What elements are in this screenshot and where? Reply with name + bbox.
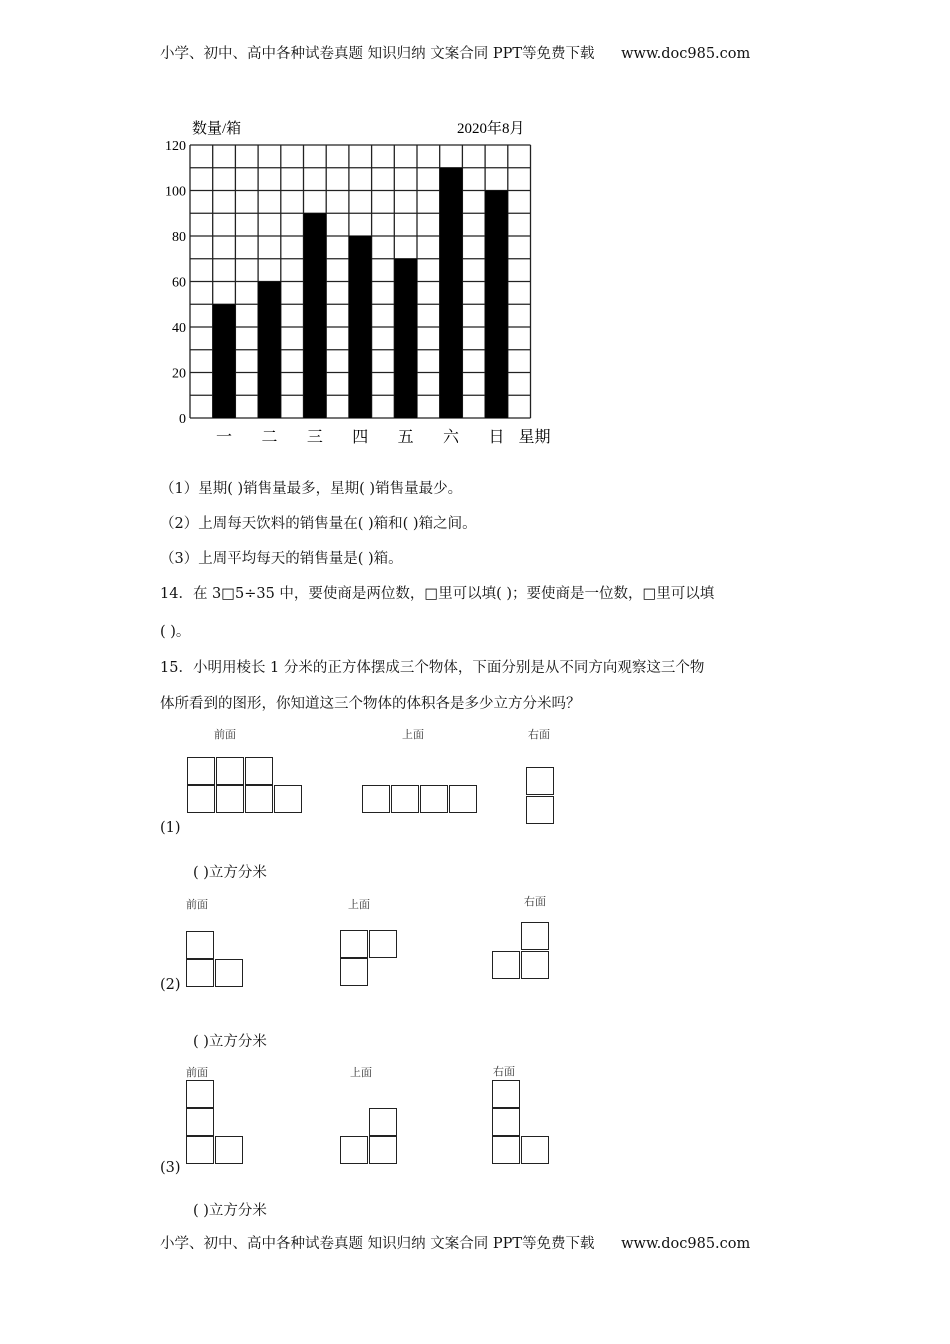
cube-square: [340, 958, 368, 986]
cube-square: [492, 1136, 520, 1164]
y-tick-label: 0: [179, 412, 186, 427]
y-tick-label: 60: [172, 275, 186, 291]
view-label-right: 右面: [524, 895, 546, 908]
header-text: 小学、初中、高中各种试卷真题 知识归纳 文案合同 PPT等免费下载: [160, 46, 595, 62]
x-tick-label: 六: [443, 429, 460, 446]
cube-square: [186, 959, 214, 987]
question-14-cont: ( )。: [160, 624, 191, 640]
view-label-top: 上面: [402, 728, 424, 741]
bar: [440, 168, 463, 418]
cube-square: [186, 931, 214, 959]
cube-square: [362, 785, 390, 813]
cube-square: [492, 1108, 520, 1136]
question-14: 14．在 3□5÷35 中，要使商是两位数，□里可以填( )；要使商是一位数，□里可以填: [160, 586, 715, 602]
y-axis-label: 数量/箱: [192, 121, 242, 137]
x-tick-label: 三: [306, 429, 323, 446]
question-15-cont: 体所看到的图形，你知道这三个物体的体积各是多少立方分米吗？: [160, 696, 581, 712]
chart-title: 2020年8月: [456, 121, 525, 137]
cube-square: [449, 785, 477, 813]
cube-square: [521, 1136, 549, 1164]
y-tick-label: 120: [165, 139, 186, 154]
answer-blank: ( )立方分米: [193, 865, 267, 881]
view-label-top: 上面: [348, 898, 370, 911]
page-header: [160, 42, 750, 63]
cube-square: [245, 785, 273, 813]
cube-square: [216, 785, 244, 813]
cube-square: [187, 785, 215, 813]
y-tick-label: 80: [172, 230, 186, 245]
bar: [485, 191, 508, 419]
cube-square: [526, 796, 554, 824]
cube-square: [216, 757, 244, 785]
part-label: (1): [160, 820, 181, 836]
question-13-1: （1）星期( )销售量最多，星期( )销售量最少。: [160, 481, 463, 497]
cube-square: [369, 1108, 397, 1136]
header-url[interactable]: www.doc985.com: [621, 46, 751, 62]
x-tick-label: 五: [397, 429, 414, 446]
cube-square: [340, 1136, 368, 1164]
cube-square: [526, 767, 554, 795]
bar: [213, 304, 236, 418]
cube-square: [369, 1136, 397, 1164]
question-15: 15．小明用棱长 1 分米的正方体摆成三个物体，下面分别是从不同方向观察这三个物: [160, 660, 705, 676]
x-tick-label: 二: [261, 429, 278, 446]
cube-square: [492, 951, 520, 979]
cube-square: [340, 930, 368, 958]
cube-square: [186, 1136, 214, 1164]
cube-square: [186, 1108, 214, 1136]
footer-text: 小学、初中、高中各种试卷真题 知识归纳 文案合同 PPT等免费下载: [160, 1236, 595, 1252]
cube-square: [215, 959, 243, 987]
bar: [394, 259, 417, 418]
question-13-3: （3）上周平均每天的销售量是( )箱。: [160, 551, 403, 567]
y-tick-label: 100: [165, 184, 186, 200]
cube-square: [215, 1136, 243, 1164]
y-tick-label: 20: [172, 366, 186, 382]
cube-square: [521, 951, 549, 979]
view-label-right: 右面: [493, 1065, 515, 1078]
view-label-right: 右面: [528, 728, 550, 741]
bar: [349, 236, 372, 418]
answer-blank: ( )立方分米: [193, 1034, 267, 1050]
view-label-top: 上面: [350, 1066, 372, 1079]
footer-url[interactable]: www.doc985.com: [621, 1236, 751, 1252]
view-label-front: 前面: [186, 898, 208, 911]
bar-chart: [150, 110, 570, 450]
cube-square: [492, 1080, 520, 1108]
cube-square: [187, 757, 215, 785]
x-tick-label: 四: [352, 429, 369, 446]
y-tick-label: 40: [172, 321, 186, 336]
x-axis-label: 星期: [518, 429, 551, 446]
part-label: (2): [160, 977, 181, 993]
bar: [258, 282, 281, 419]
view-label-front: 前面: [214, 728, 236, 741]
x-tick-label: 一: [216, 429, 233, 446]
cube-square: [186, 1080, 214, 1108]
bar: [304, 213, 327, 418]
view-label-front: 前面: [186, 1066, 208, 1079]
x-tick-label: 日: [488, 429, 505, 446]
cube-square: [391, 785, 419, 813]
cube-square: [521, 922, 549, 950]
cube-square: [245, 757, 273, 785]
cube-square: [274, 785, 302, 813]
cube-square: [420, 785, 448, 813]
part-label: (3): [160, 1160, 181, 1176]
question-13-2: （2）上周每天饮料的销售量在( )箱和( )箱之间。: [160, 516, 477, 532]
page-footer: [160, 1232, 750, 1253]
cube-square: [369, 930, 397, 958]
answer-blank: ( )立方分米: [193, 1203, 267, 1219]
